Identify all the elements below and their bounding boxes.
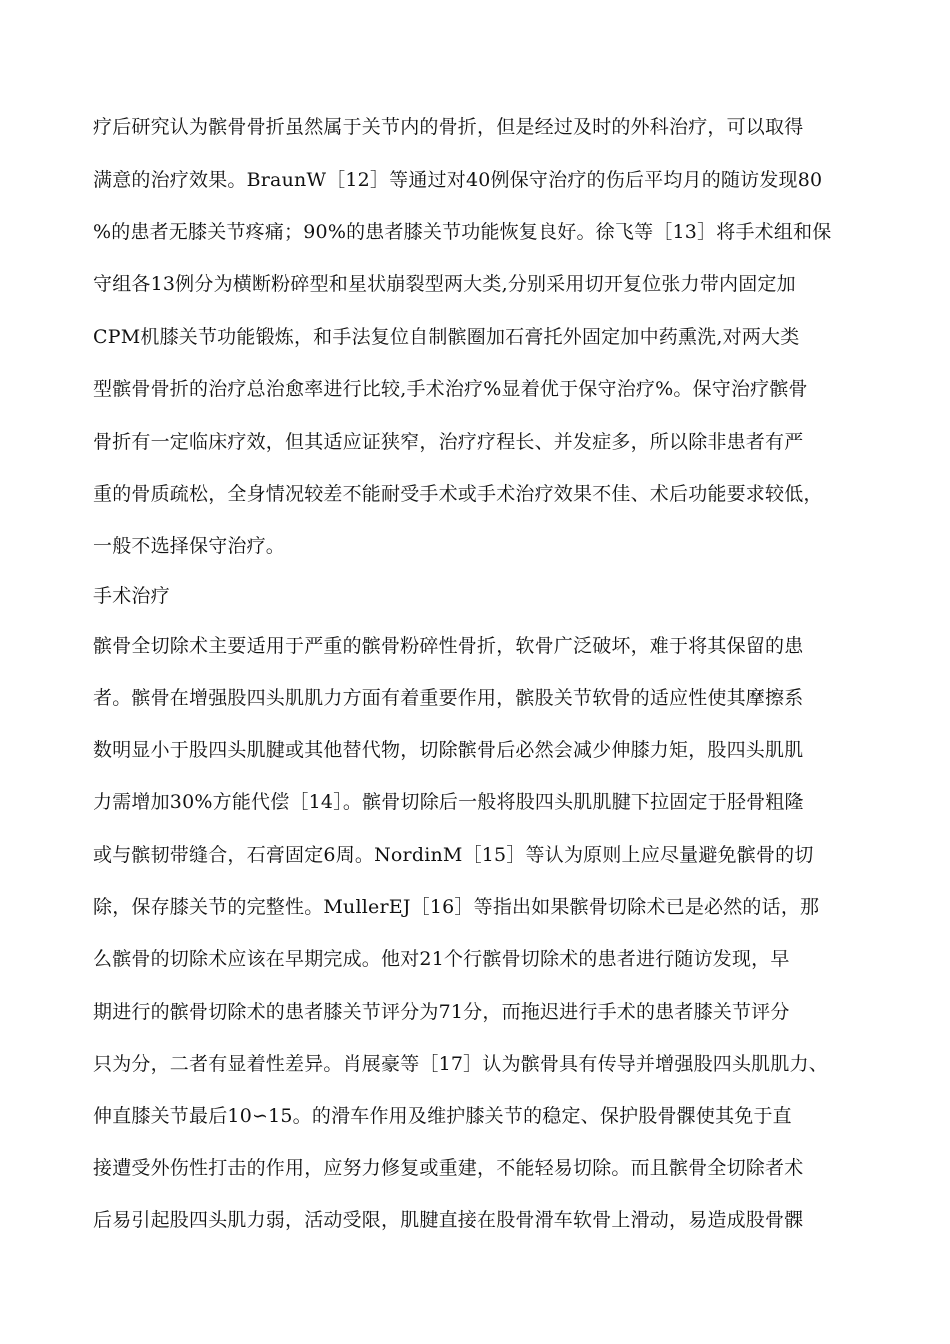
text-line: 型髌骨骨折的治疗总治愈率进行比较,手术治疗%显着优于保守治疗%。保守治疗髌骨 bbox=[93, 378, 808, 400]
text-line: 期进行的髌骨切除术的患者膝关节评分为71分，而拖迟进行手术的患者膝关节评分 bbox=[93, 1001, 790, 1023]
text-line: 守组各13例分为横断粉碎型和星状崩裂型两大类,分别采用切开复位张力带内固定加 bbox=[93, 273, 796, 295]
text-line: 髌骨全切除术主要适用于严重的髌骨粉碎性骨折，软骨广泛破坏，难于将其保留的患 bbox=[93, 635, 804, 657]
text-line: 骨折有一定临床疗效，但其适应证狭窄，治疗疗程长、并发症多，所以除非患者有严 bbox=[93, 431, 804, 453]
text-line: 力需增加30%方能代偿［14］。髌骨切除后一般将股四头肌肌腱下拉固定于胫骨粗隆 bbox=[93, 791, 804, 813]
text-line: 接遭受外伤性打击的作用，应努力修复或重建，不能轻易切除。而且髌骨全切除者术 bbox=[93, 1157, 804, 1179]
text-line: 数明显小于股四头肌腱或其他替代物，切除髌骨后必然会减少伸膝力矩，股四头肌肌 bbox=[93, 739, 804, 761]
text-line: 者。髌骨在增强股四头肌肌力方面有着重要作用，髌股关节软骨的适应性使其摩擦系 bbox=[93, 687, 804, 709]
text-line: 后易引起股四头肌力弱，活动受限，肌腱直接在股骨滑车软骨上滑动，易造成股骨髁 bbox=[93, 1209, 804, 1231]
section-heading: 手术治疗 bbox=[93, 585, 170, 607]
text-line: 伸直膝关节最后10∽15。的滑车作用及维护膝关节的稳定、保护股骨髁使其免于直 bbox=[93, 1105, 792, 1127]
text-line: 重的骨质疏松，全身情况较差不能耐受手术或手术治疗效果不佳、术后功能要求较低， bbox=[93, 483, 823, 505]
text-line: 满意的治疗效果。BraunW［12］等通过对40例保守治疗的伤后平均月的随访发现80 bbox=[93, 169, 823, 191]
text-line: 么髌骨的切除术应该在早期完成。他对21个行髌骨切除术的患者进行随访发现，早 bbox=[93, 948, 790, 970]
text-line: 或与髌韧带缝合，石膏固定6周。NordinM［15］等认为原则上应尽量避免髌骨的切 bbox=[93, 844, 814, 866]
text-line: 疗后研究认为髌骨骨折虽然属于关节内的骨折，但是经过及时的外科治疗，可以取得 bbox=[93, 116, 804, 138]
text-line: %的患者无膝关节疼痛；90%的患者膝关节功能恢复良好。徐飞等［13］将手术组和保 bbox=[93, 221, 832, 243]
text-line: CPM机膝关节功能锻炼，和手法复位自制髌圈加石膏托外固定加中药熏洗,对两大类 bbox=[93, 326, 800, 348]
text-line: 除，保存膝关节的完整性。MullerEJ［16］等指出如果髌骨切除术已是必然的话，那 bbox=[93, 896, 820, 918]
text-line: 只为分，二者有显着性差异。肖展豪等［17］认为髌骨具有传导并增强股四头肌肌力、 bbox=[93, 1053, 828, 1075]
text-line: 一般不选择保守治疗。 bbox=[93, 535, 286, 557]
